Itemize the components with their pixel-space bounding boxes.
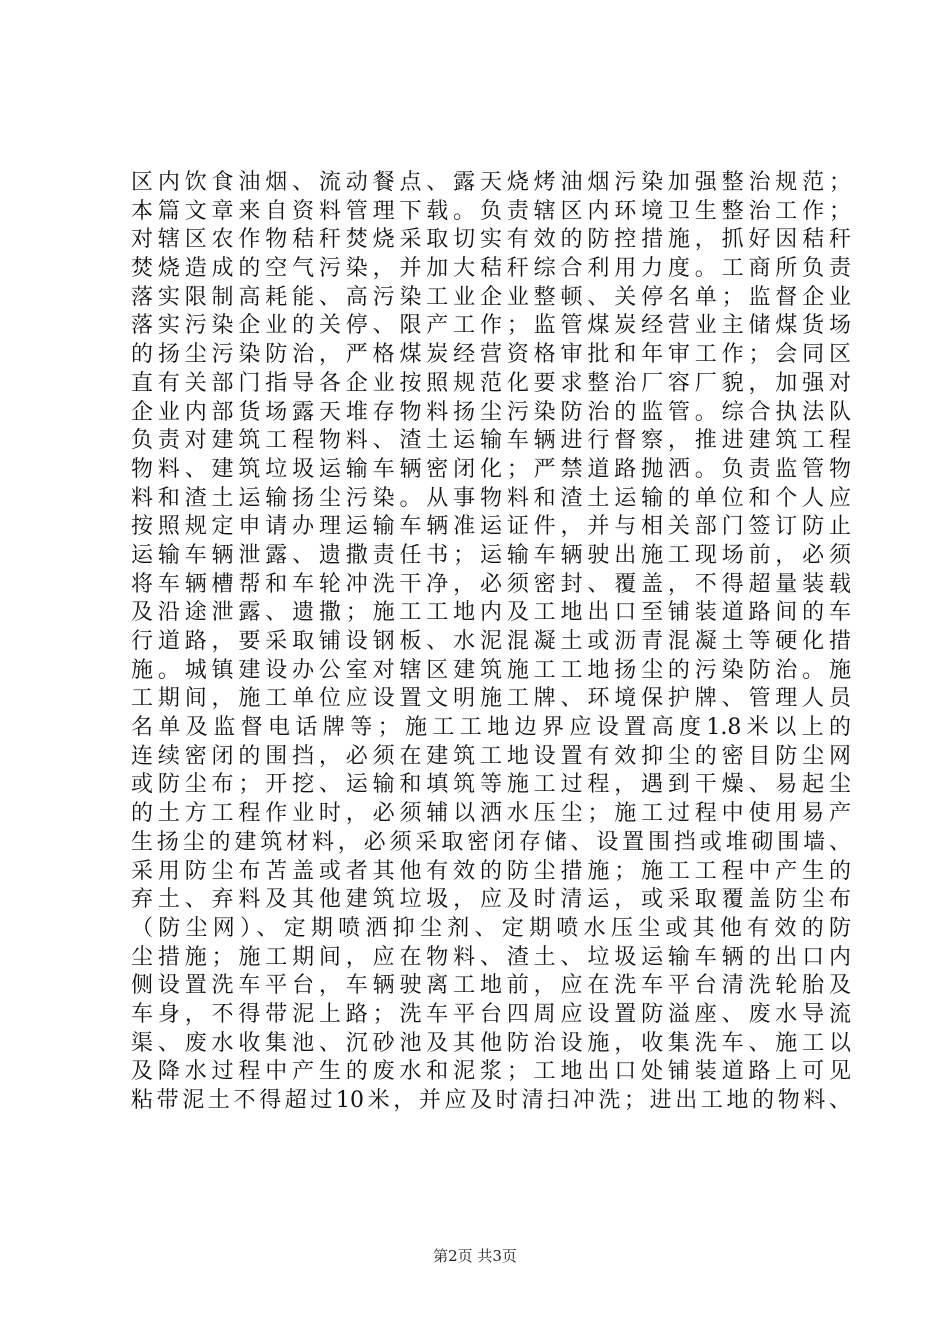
text-line: 本篇文章来自资料管理下载。负责辖区内环境卫生整治工作； (131, 198, 851, 224)
text-line: 工期间，施工单位应设置文明施工牌、环境保护牌、管理人员 (131, 686, 851, 712)
text-line: 区内饮食油烟、流动餐点、露天烧烤油烟污染加强整治规范； (131, 170, 851, 195)
text-line: 渠、废水收集池、沉砂池及其他防治设施，收集洗车、施工以 (131, 1030, 851, 1056)
text-line: 的土方工程作业时，必须辅以洒水压尘；施工过程中使用易产 (131, 801, 851, 827)
text-line: 直有关部门指导各企业按照规范化要求整治厂容厂貌，加强对 (131, 370, 851, 396)
text-line: 采用防尘布苫盖或者其他有效的防尘措施；施工工程中产生的 (131, 858, 851, 884)
text-line: 侧设置洗车平台，车辆驶离工地前，应在洗车平台清洗轮胎及 (131, 973, 851, 999)
text-line: 落实污染企业的关停、限产工作；监管煤炭经营业主储煤货场 (131, 313, 851, 339)
text-line: 将车辆槽帮和车轮冲洗干净，必须密封、覆盖，不得超量装载 (131, 571, 851, 597)
text-line: 名单及监督电话牌等；施工工地边界应设置高度1.8米以上的 (131, 715, 851, 741)
text-line: 对辖区农作物秸秆焚烧采取切实有效的防控措施，抓好因秸秆 (131, 227, 851, 253)
text-line: 及降水过程中产生的废水和泥浆；工地出口处铺装道路上可见 (131, 1059, 851, 1085)
text-line: 焚烧造成的空气污染，并加大秸秆综合利用力度。工商所负责 (131, 256, 851, 282)
text-line: 负责对建筑工程物料、渣土运输车辆进行督察，推进建筑工程 (131, 428, 851, 454)
text-line: 的扬尘污染防治，严格煤炭经营资格审批和年审工作；会同区 (131, 342, 851, 368)
text-line: 或防尘布；开挖、运输和填筑等施工过程，遇到干燥、易起尘 (131, 772, 851, 798)
text-line: 运输车辆泄露、遗撒责任书；运输车辆驶出施工现场前，必须 (131, 542, 851, 568)
text-line: （防尘网）、定期喷洒抑尘剂、定期喷水压尘或其他有效的防 (131, 915, 851, 941)
text-line: 生扬尘的建筑材料，必须采取密闭存储、设置围挡或堆砌围墙、 (131, 829, 851, 855)
text-line: 落实限制高耗能、高污染工业企业整顿、关停名单；监督企业 (131, 284, 851, 310)
text-line: 料和渣土运输扬尘污染。从事物料和渣土运输的单位和个人应 (131, 485, 851, 511)
page-footer: 第2页 共3页 (433, 1247, 517, 1265)
text-line: 按照规定申请办理运输车辆准运证件，并与相关部门签订防止 (131, 514, 851, 540)
text-line: 尘措施；施工期间，应在物料、渣土、垃圾运输车辆的出口内 (131, 944, 851, 970)
text-line: 物料、建筑垃圾运输车辆密闭化；严禁道路抛洒。负责监管物 (131, 456, 851, 482)
text-line: 车身，不得带泥上路；洗车平台四周应设置防溢座、废水导流 (131, 1001, 851, 1027)
text-line: 施。城镇建设办公室对辖区建筑施工工地扬尘的污染防治。施 (131, 657, 851, 683)
text-line: 连续密闭的围挡，必须在建筑工地设置有效抑尘的密目防尘网 (131, 743, 851, 769)
text-line: 及沿途泄露、遗撒；施工工地内及工地出口至铺装道路间的车 (131, 600, 851, 626)
text-line: 企业内部货场露天堆存物料扬尘污染防治的监管。综合执法队 (131, 399, 851, 425)
text-line: 粘带泥土不得超过10米，并应及时清扫冲洗；进出工地的物料、 (131, 1088, 851, 1113)
body-text (131, 169, 851, 1116)
text-line: 行道路，要采取铺设钢板、水泥混凝土或沥青混凝土等硬化措 (131, 629, 851, 654)
text-line: 弃土、弃料及其他建筑垃圾，应及时清运，或采取覆盖防尘布 (131, 887, 851, 913)
